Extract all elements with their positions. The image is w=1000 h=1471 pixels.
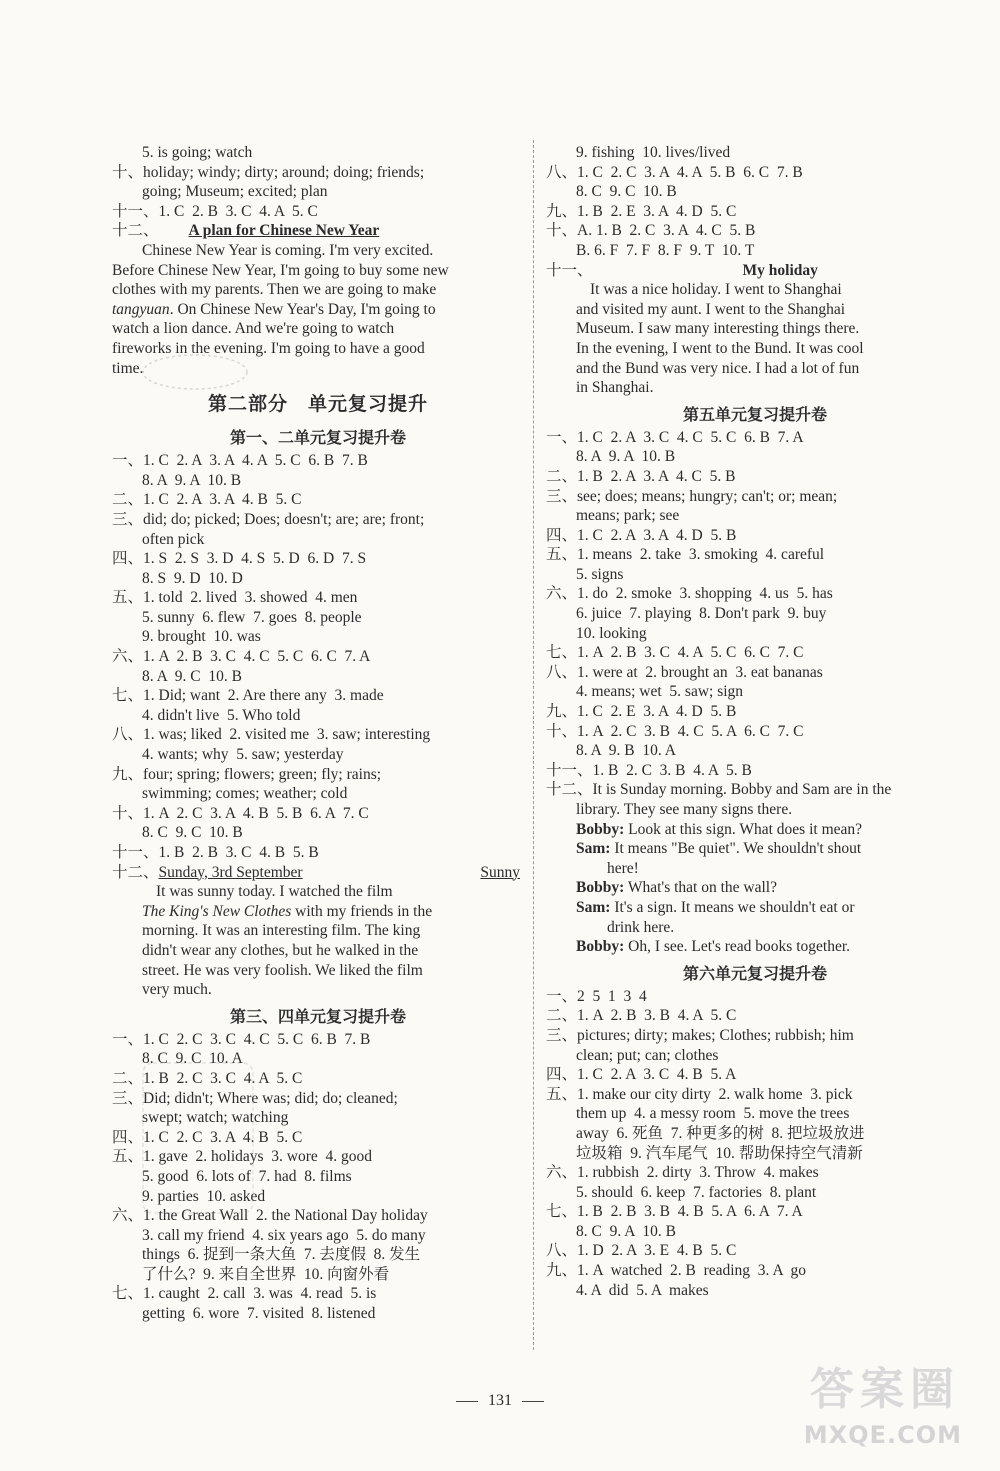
- answer-line: Museum. I saw many interesting things there.: [576, 320, 860, 338]
- answer-line: 十、holiday; windy; dirty; around; doing; friends;: [112, 163, 425, 181]
- answer-line: 九、1. A watched 2. B reading 3. A go: [546, 1262, 807, 1280]
- answer-line: 七、1. Did; want 2. Are there any 3. made: [112, 687, 384, 705]
- section-title: 第三、四单元复习提升卷: [229, 1008, 406, 1026]
- answer-line: 4. A did 5. A makes: [576, 1281, 709, 1299]
- answer-line: 一、1. C 2. C 3. C 4. C 5. C 6. B 7. B: [112, 1030, 371, 1048]
- answer-line: 8. S 9. D 10. D: [142, 569, 243, 587]
- answer-line: 4. means; wet 5. saw; sign: [576, 683, 744, 701]
- answer-line: 8. C 9. C 10. B: [576, 183, 677, 201]
- faint-stamp: [138, 1058, 258, 1218]
- speaker-name: Sam:: [576, 898, 611, 916]
- answer-line: means; park; see: [576, 507, 680, 525]
- answer-line: in Shanghai.: [576, 379, 654, 397]
- answer-line: In the evening, I went to the Bund. It was cool: [576, 339, 864, 357]
- dialogue-text: Look at this sign. What does it mean?: [624, 820, 863, 838]
- answer-line: 5. sunny 6. flew 7. goes 8. people: [142, 608, 362, 626]
- speaker-name: Sam:: [576, 840, 611, 858]
- answer-line: fireworks in the evening. I'm going to have a good: [112, 339, 425, 357]
- answer-line: It was a nice holiday. I went to Shanghai: [590, 281, 842, 299]
- answer-line: 六、1. A 2. B 3. C 4. C 5. C 6. C 7. A: [112, 648, 371, 666]
- speaker-name: Bobby:: [576, 938, 625, 956]
- answer-line: 四、1. C 2. C 3. A 4. B 5. C: [112, 1128, 303, 1146]
- answer-line: 三、did; do; picked; Does; doesn't; are; are; front;: [112, 510, 425, 528]
- answer-line: morning. It was an interesting film. The king: [142, 922, 421, 940]
- answer-line: away 6. 死鱼 7. 种更多的树 8. 把垃圾放进: [576, 1124, 865, 1142]
- answer-line: 5. good 6. lots of 7. had 8. films: [142, 1167, 352, 1185]
- answer-line: 4. didn't live 5. Who told: [142, 706, 301, 724]
- answer-line: Chinese New Year is coming. I'm very excited.: [142, 241, 434, 259]
- answer-line: B. 6. F 7. F 8. F 9. T 10. T: [576, 241, 755, 259]
- answer-line: 二、1. B 2. A 3. A 4. C 5. B: [546, 467, 736, 485]
- answer-line: 4. wants; why 5. saw; yesterday: [142, 746, 344, 764]
- answer-line: 四、1. C 2. A 3. C 4. B 5. A: [546, 1066, 737, 1084]
- answer-line: 3. call my friend 4. six years ago 5. do many: [142, 1226, 426, 1244]
- answer-line: and visited my aunt. I went to the Shanghai: [576, 300, 846, 318]
- answer-line: [112, 863, 524, 883]
- answer-line: here!: [576, 859, 639, 877]
- part-title: 第二部分 单元复习提升: [207, 394, 428, 416]
- answer-line: tangyuan. On Chinese New Year's Day, I'm going to: [112, 300, 436, 318]
- answer-line: clothes with my parents. Then we are going to make: [112, 281, 437, 299]
- faint-stamp: [140, 352, 250, 392]
- answer-line: 八、1. were at 2. brought an 3. eat bananas: [546, 663, 823, 681]
- answer-line: 五、1. told 2. lived 3. showed 4. men: [112, 589, 358, 607]
- answer-line: and the Bund was very nice. I had a lot of fun: [576, 359, 860, 377]
- answer-line: 八、1. C 2. C 3. A 4. A 5. B 6. C 7. B: [546, 163, 803, 181]
- answer-line: 十、A. 1. B 2. C 3. A 4. C 5. B: [546, 222, 756, 240]
- question-number: 十二、: [112, 863, 159, 881]
- answer-line: It was sunny today. I watched the film: [156, 883, 393, 901]
- answer-line: 5. is going; watch: [142, 144, 253, 161]
- answer-line: 五、1. make our city dirty 2. walk home 3. pick: [546, 1085, 853, 1103]
- answer-line: 二、1. C 2. A 3. A 4. B 5. C: [112, 491, 302, 509]
- answer-line: 8. A 9. A 10. B: [576, 448, 676, 466]
- answer-line: 8. C 9. C 10. B: [142, 824, 243, 842]
- answer-line: [546, 839, 964, 859]
- answer-line: [546, 261, 964, 281]
- speaker-name: Bobby:: [576, 879, 625, 897]
- answer-line: street. He was very foolish. We liked the film: [142, 961, 423, 979]
- answer-line: 一、1. C 2. A 3. A 4. A 5. C 6. B 7. B: [112, 452, 368, 470]
- speaker-name: Bobby:: [576, 820, 625, 838]
- answer-line: 十一、1. C 2. B 3. C 4. A 5. C: [112, 202, 318, 220]
- dialogue-text: What's that on the wall?: [624, 879, 777, 897]
- answer-line: things 6. 捉到一条大鱼 7. 去度假 8. 发生: [142, 1246, 421, 1264]
- answer-line: 8. A 9. A 10. B: [142, 471, 242, 489]
- answer-line: [546, 898, 964, 918]
- essay-title: A plan for Chinese New Year: [188, 222, 380, 240]
- answer-line: 三、see; does; means; hungry; can't; or; mean;: [546, 487, 838, 505]
- answer-line: [546, 820, 964, 840]
- answer-line: going; Museum; excited; plan: [142, 183, 328, 201]
- answer-line: 五、1. gave 2. holidays 3. wore 4. good: [112, 1148, 373, 1166]
- answer-line: 六、1. rubbish 2. dirty 3. Throw 4. makes: [546, 1164, 819, 1182]
- answer-line: 9. brought 10. was: [142, 628, 261, 646]
- page-number: 131: [0, 1392, 1000, 1410]
- answer-line: 一、1. C 2. A 3. C 4. C 5. C 6. B 7. A: [546, 428, 804, 446]
- section-title: 第六单元复习提升卷: [682, 965, 827, 983]
- answer-line: 九、1. B 2. E 3. A 4. D 5. C: [546, 202, 737, 220]
- answer-line: drink here.: [576, 918, 675, 936]
- answer-line: 了什么? 9. 来自全世界 10. 向窗外看: [142, 1265, 390, 1283]
- answer-line: 5. should 6. keep 7. factories 8. plant: [576, 1183, 817, 1201]
- answer-line: 三、pictures; dirty; makes; Clothes; rubbish; him: [546, 1026, 854, 1044]
- answer-line: 5. signs: [576, 565, 624, 583]
- answer-line: 8. C 9. A 10. B: [576, 1222, 676, 1240]
- answer-line: 9. fishing 10. lives/lived: [576, 144, 731, 161]
- answer-line: [112, 221, 524, 241]
- answer-line: 九、1. C 2. E 3. A 4. D 5. B: [546, 703, 737, 721]
- diary-weather: Sunny: [480, 863, 520, 881]
- dialogue-text: Oh, I see. Let's read books together.: [624, 938, 851, 956]
- section-title: 第五单元复习提升卷: [682, 406, 827, 424]
- diary-date: Sunday, 3rd September: [158, 863, 303, 881]
- answer-line: 八、1. D 2. A 3. E 4. B 5. C: [546, 1242, 737, 1260]
- dialogue-text: It means "Be quiet". We shouldn't shout: [610, 840, 862, 858]
- answer-line: 七、1. B 2. B 3. B 4. B 5. A 6. A 7. A: [546, 1203, 803, 1221]
- answer-line: 一、2 5 1 3 4: [546, 987, 647, 1005]
- answer-line: 五、1. means 2. take 3. smoking 4. careful: [546, 546, 825, 564]
- answer-line: 十、1. A 2. C 3. B 4. C 5. A 6. C 7. C: [546, 722, 804, 740]
- answer-line: library. They see many signs there.: [576, 801, 793, 818]
- watermark-logo: 答案圈: [810, 1364, 960, 1415]
- answer-line: 垃圾箱 9. 汽车尾气 10. 帮助保持空气清新: [576, 1144, 863, 1162]
- answer-line: 8. A 9. C 10. B: [142, 667, 242, 685]
- right-column: [546, 143, 964, 1300]
- answer-line: 九、four; spring; flowers; green; fly; rains;: [112, 765, 382, 783]
- answer-line: 9. parties 10. asked: [142, 1187, 266, 1205]
- question-number: 十一、: [546, 261, 593, 279]
- answer-line: 二、1. B 2. C 3. C 4. A 5. C: [112, 1069, 303, 1087]
- answer-line: clean; put; can; clothes: [576, 1046, 719, 1064]
- answer-line: 三、Did; didn't; Where was; did; do; cleaned;: [112, 1089, 398, 1107]
- answer-line: 8. A 9. B 10. A: [576, 742, 676, 760]
- answer-line: 8. C 9. C 10. A: [142, 1050, 243, 1068]
- essay-title: My holiday: [742, 261, 818, 279]
- answer-line: [546, 878, 964, 898]
- answer-line: 二、1. A 2. B 3. B 4. A 5. C: [546, 1007, 737, 1025]
- answer-line: often pick: [142, 530, 205, 548]
- answer-line: very much.: [142, 981, 212, 999]
- answer-line: 十一、1. B 2. B 3. C 4. B 5. B: [112, 844, 319, 861]
- answer-line: time.: [112, 359, 144, 377]
- watermark-url: MXQE.COM: [803, 1421, 962, 1449]
- answer-line: 七、1. caught 2. call 3. was 4. read 5. is: [112, 1285, 377, 1303]
- section-title: 第一、二单元复习提升卷: [229, 430, 406, 448]
- answer-line: 六、1. do 2. smoke 3. shopping 4. us 5. has: [546, 585, 833, 603]
- answer-line: The King's New Clothes with my friends in the: [142, 902, 433, 920]
- answer-line: 十一、1. B 2. C 3. B 4. A 5. B: [546, 761, 752, 779]
- watermark: [780, 1353, 970, 1453]
- answer-line: swept; watch; watching: [142, 1109, 289, 1127]
- answer-line: 十二、It is Sunday morning. Bobby and Sam are in the: [546, 781, 892, 799]
- answer-line: them up 4. a messy room 5. move the trees: [576, 1105, 850, 1123]
- answer-line: Before Chinese New Year, I'm going to buy some new: [112, 261, 449, 279]
- answer-line: 七、1. A 2. B 3. C 4. A 5. C 6. C 7. C: [546, 644, 804, 662]
- dialogue-text: It's a sign. It means we shouldn't eat or: [610, 898, 855, 916]
- question-number: 十二、: [112, 222, 159, 240]
- answer-line: 六、1. the Great Wall 2. the National Day holiday: [112, 1207, 428, 1225]
- column-divider: [533, 140, 534, 1350]
- answer-line: didn't wear any clothes, but he walked in the: [142, 941, 419, 959]
- answer-line: 十、1. A 2. C 3. A 4. B 5. B 6. A 7. C: [112, 804, 369, 822]
- answer-line: 10. looking: [576, 624, 647, 642]
- answer-line: swimming; comes; weather; cold: [142, 785, 348, 803]
- answer-line: 6. juice 7. playing 8. Don't park 9. buy: [576, 605, 827, 623]
- answer-line: 八、1. was; liked 2. visited me 3. saw; interesting: [112, 726, 431, 744]
- answer-line: [546, 937, 964, 957]
- answer-line: 四、1. C 2. A 3. A 4. D 5. B: [546, 526, 737, 544]
- answer-line: getting 6. wore 7. visited 8. listened: [142, 1305, 376, 1323]
- answer-line: watch a lion dance. And we're going to watch: [112, 320, 395, 338]
- answer-line: 四、1. S 2. S 3. D 4. S 5. D 6. D 7. S: [112, 550, 367, 568]
